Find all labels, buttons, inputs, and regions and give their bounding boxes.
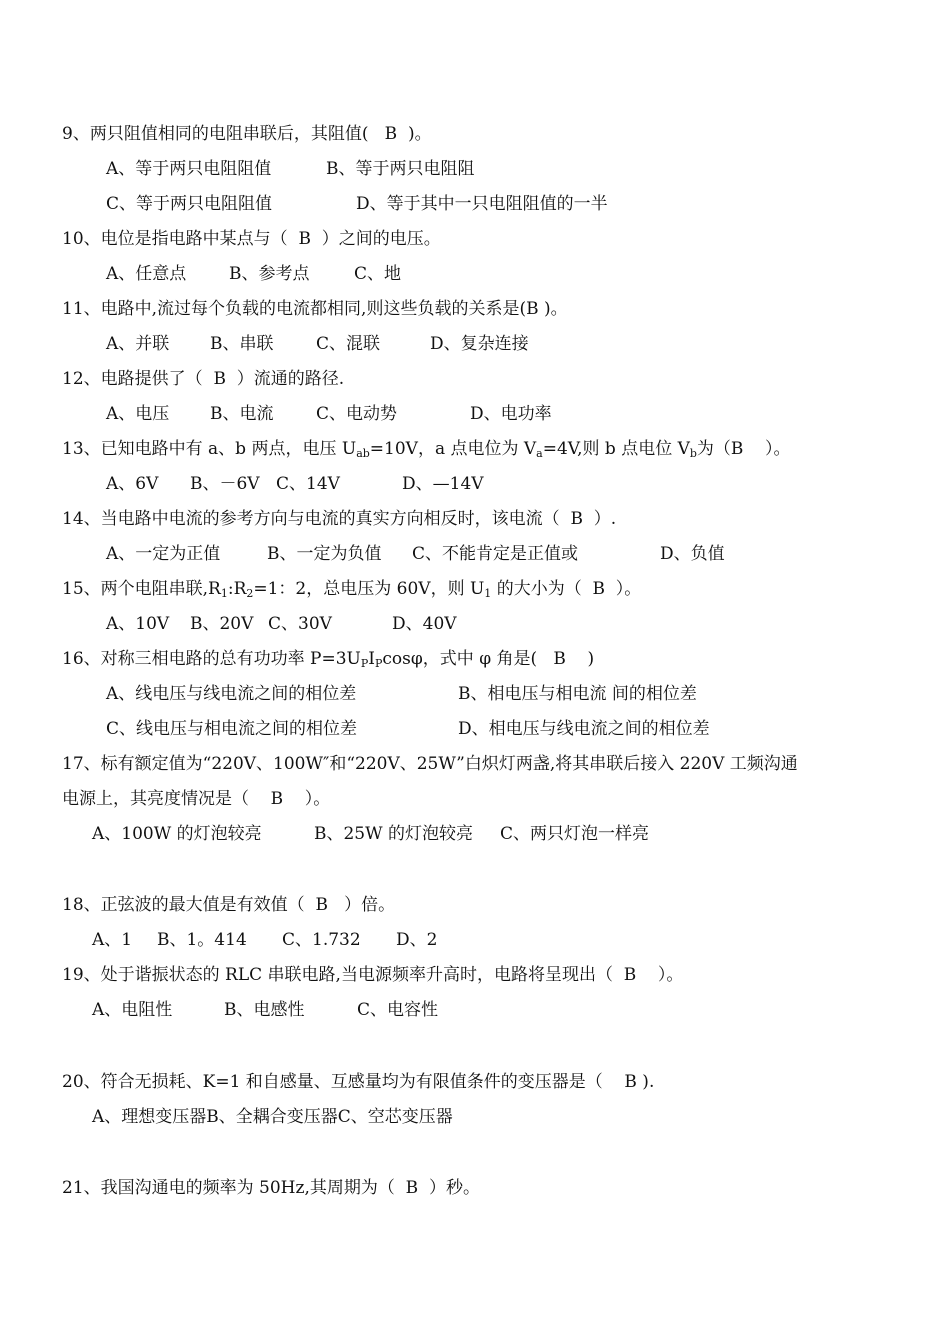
option-11c: C、混联 <box>316 334 381 354</box>
question-16-stem: 16、对称三相电路的总有功功率 $P=3U_PI_P\cos\varphi$，式中 φ 角是( B ) <box>62 649 595 670</box>
question-17-stem-line-1: 17、标有额定值为“220V、100W″和“220V、25W”白炽灯两盏,将其串联后接入 220V 工频沟通 <box>62 754 798 774</box>
question-11-stem: 11、电路中,流过每个负载的电流都相同,则这些负载的关系是(B )。 <box>62 299 568 319</box>
option-9b: B、等于两只电阻阻 <box>326 159 475 179</box>
option-20-row <box>92 1106 453 1128</box>
option-20b: B、全耦合变压器 <box>206 1107 338 1127</box>
question-19-stem: 19、处于谐振状态的 RLC 串联电路,当电源频率升高时，电路将呈现出（ B ）。 <box>62 965 684 985</box>
option-18a: A、1 <box>92 930 133 950</box>
question-18-stem: 18、正弦波的最大值是有效值（ B ）倍。 <box>62 895 396 915</box>
option-13c: C、14V <box>276 474 340 494</box>
option-18b: B、1。414 <box>157 930 247 950</box>
option-13a: A、6V <box>106 474 159 494</box>
option-15b: B、20V <box>190 614 254 634</box>
option-16c: C、线电压与相电流之间的相位差 <box>106 719 358 739</box>
option-9d: D、等于其中一只电阻阻值的一半 <box>356 194 608 214</box>
option-15a: A、10V <box>106 614 170 634</box>
option-11b: B、串联 <box>210 334 274 354</box>
option-16a: A、线电压与线电流之间的相位差 <box>106 684 357 704</box>
option-12a: A、电压 <box>106 404 170 424</box>
question-15-stem: 15、两个电阻串联$,R_1:R_2=1$：2，总电压为 60V，则 $U_1$ 的大小为（ B ）。 <box>62 579 642 600</box>
option-20a: A、理想变压器 <box>92 1107 207 1127</box>
question-10-stem: 10、电位是指电路中某点与（ B ）之间的电压。 <box>62 229 441 249</box>
option-14d: D、负值 <box>660 544 725 564</box>
option-14b: B、一定为负值 <box>267 544 382 564</box>
option-13b: B、－6V <box>190 474 260 494</box>
question-9-stem: 9、两只阻值相同的电阻串联后，其阻值( B )。 <box>62 124 432 144</box>
option-9c: C、等于两只电阻阻值 <box>106 194 273 214</box>
option-10b: B、参考点 <box>229 264 310 284</box>
option-12d: D、电功率 <box>470 404 552 424</box>
option-10a: A、任意点 <box>106 264 187 284</box>
option-17b: B、25W 的灯泡较亮 <box>314 824 474 844</box>
option-14a: A、一定为正值 <box>106 544 221 564</box>
question-14-stem: 14、当电路中电流的参考方向与电流的真实方向相反时，该电流（ B ）. <box>62 509 617 529</box>
option-18d: D、2 <box>396 930 438 950</box>
option-19c: C、电容性 <box>357 1000 439 1020</box>
option-16d: D、相电压与线电流之间的相位差 <box>458 719 710 739</box>
option-12b: B、电流 <box>210 404 274 424</box>
option-14c: C、不能肯定是正值或 <box>412 544 579 564</box>
option-13d: D、—14V <box>402 474 484 494</box>
option-20c: C、空芯变压器 <box>337 1107 453 1127</box>
option-15c: C、30V <box>268 614 332 634</box>
option-16b: B、相电压与相电流 间的相位差 <box>458 684 697 704</box>
question-12-stem: 12、电路提供了（ B ）流通的路径. <box>62 369 345 389</box>
option-19a: A、电阻性 <box>92 1000 173 1020</box>
option-11d: D、复杂连接 <box>430 334 529 354</box>
question-13-stem: 13、已知电路中有 a、b 两点，电压 $U_{ab}=10V$，a 点电位为 $V_a=4V$,则 b 点电位 $V_b$为（B ）。 <box>62 439 791 460</box>
option-17c: C、两只灯泡一样亮 <box>500 824 650 844</box>
option-19b: B、电感性 <box>224 1000 305 1020</box>
option-9a: A、等于两只电阻阻值 <box>106 159 272 179</box>
question-17-stem-line-2: 电源上，其亮度情况是（ B ）。 <box>62 789 331 809</box>
question-20-stem: 20、符合无损耗、K=1 和自感量、互感量均为有限值条件的变压器是（ B ). <box>62 1072 655 1092</box>
option-10c: C、地 <box>354 264 402 284</box>
option-11a: A、并联 <box>106 334 170 354</box>
option-12c: C、电动势 <box>316 404 398 424</box>
question-21-stem: 21、我国沟通电的频率为 50Hz,其周期为（ B ）秒。 <box>62 1178 480 1198</box>
option-17a: A、100W 的灯泡较亮 <box>92 824 262 844</box>
option-15d: D、40V <box>392 614 457 634</box>
option-18c: C、1.732 <box>282 930 361 950</box>
